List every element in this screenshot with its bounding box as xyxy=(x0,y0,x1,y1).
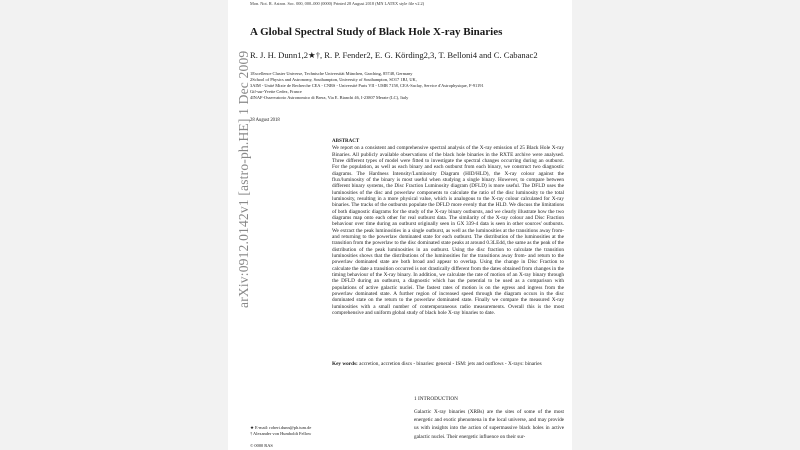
abstract xyxy=(332,139,564,316)
intro-text: Galactic X-ray binaries (XRBs) are the sites of some of the most energetic and exotic phenomena in the local universe, and may provide us with insights into the action of supermassive black holes in active galactic nuclei. Their energetic influence on their sur- xyxy=(414,409,564,440)
footnote-fellow: † Alexander von Humboldt Fellow xyxy=(250,430,312,436)
running-header: Mon. Not. R. Astron. Soc. 000, 000–000 (0000) Printed 28 August 2018 (MN LATEX style file v2.2) xyxy=(250,1,425,6)
affiliation-3: 3AIM - Unité Mixte de Recherche CEA - CNRS - Université Paris VII - UMR 7158, CEA-Saclay, Service d'Astrophysique, F-91191 xyxy=(250,83,484,88)
affiliation-3-cont: Gif-sur-Yvette Cedex, France xyxy=(250,89,302,94)
paper-page xyxy=(228,0,572,450)
right-margin-background xyxy=(572,0,800,450)
affiliation-1: 1Excellence Cluster Universe, Technische Universität München, Garching, 85748, Germany xyxy=(250,71,413,76)
author-list: R. J. H. Dunn1,2★†, R. P. Fender2, E. G. Körding2,3, T. Belloni4 and C. Cabanac2 xyxy=(250,50,538,60)
left-margin-background xyxy=(0,0,228,450)
affiliation-2: 2School of Physics and Astronomy, Southampton, University of Southampton, SO17 1BJ, UK, xyxy=(250,77,417,82)
print-date: 28 August 2018 xyxy=(250,118,280,123)
copyright: © 0000 RAS xyxy=(250,443,273,448)
affiliation-4: 4INAF-Osservatorio Astronomico di Brera, Via E. Bianchi 46, I-23807 Merate (LC), Italy xyxy=(250,95,409,100)
abstract-body: We report on a consistent and comprehensive spectral analysis of the X-ray emission of 25 Black Hole X-ray Binaries. All publicly available observations of the black hole binaries in the RXTE archive were analysed. Three different types of model were fitted to investigate the spectral changes occurring during an outburst. For the population, as well as each binary and each outburst from each binary, we construct two diagnostic diagrams. The Hardness Intensity/Luminosity Diagram (HID/HLD), the X-ray colour against the flux/luminosity of the binary is most useful when studying a single binary. However, to compare between different binary systems, the Disc Fraction Luminosity diagram (DFLD) is more useful. The DFLD uses the luminosities of the disc and powerlaw components to calculate the ratio of the disc luminosity to the total luminosity, resulting in a more physical value, which is analogous to the X-ray colour calculated for X-ray binaries. The tracks of the outbursts populate the DFLD more evenly that the HLD. We discuss the limitations of both diagnostic diagrams for the study of the X-ray binary outbursts, and we clearly illustrate how the two diagrams map onto each other for real outburst data. The similarity of the X-ray colour and Disc Fraction behaviour over time during an outburst originally seen in GX 339-4 data is seen in other sources' outbursts. We extract the peak luminosities in a single outburst, as well as the luminosities at the transitions away from- and returning to the powerlaw dominated state for each outburst. The distribution of the luminosities at the transition from the powerlaw to the disc dominated state peaks at around 0.3LEdd, the same as the peak of the distribution of the peak luminosities in an outburst. Using the disc fraction to calculate the transition luminosities shows that the distributions of the luminosities for the transitions away from- and return to the powerlaw dominated state are both broad and appear to overlap. Using the change in Disc Fraction to calculate the date a transition occurred is not drastically different from the dates obtained from changes in the timing behaviour of the X-ray binary. In addition, we calculate the rate of motion of an X-ray binary through the DFLD during an outburst, a diagnostic which has the potential to be used as a comparison with populations of active galactic nuclei. The fastest rates of motion is on the egress and ingress from the powerlaw dominated state. A further region of increased speed through the diagram occurs in the disc dominated state on the return to the powerlaw dominated state. Finally we compare the measured X-ray luminosities with a small number of contemporaneous radio measurements. Overall this is the most comprehensive and uniform global study of black hole X-ray binaries to date. xyxy=(332,145,564,316)
footnotes xyxy=(250,425,360,437)
abstract-heading: ABSTRACT xyxy=(332,139,360,144)
section-heading: 1 INTRODUCTION xyxy=(414,396,458,402)
arxiv-stamp: arXiv:0912.0142v1 [astro-ph.HE] 1 Dec 2009 xyxy=(236,50,251,308)
keywords xyxy=(332,361,564,368)
footnote-email: ★ E-mail: robert.dunn@ph.tum.de xyxy=(250,425,312,430)
affiliations xyxy=(250,71,550,101)
paper-title: A Global Spectral Study of Black Hole X-ray Binaries xyxy=(250,26,503,38)
keywords-text: accretion, accretion discs - binaries: general - ISM: jets and outflows - X-rays: binaries xyxy=(359,361,542,367)
keywords-label: Key words: xyxy=(332,361,358,367)
